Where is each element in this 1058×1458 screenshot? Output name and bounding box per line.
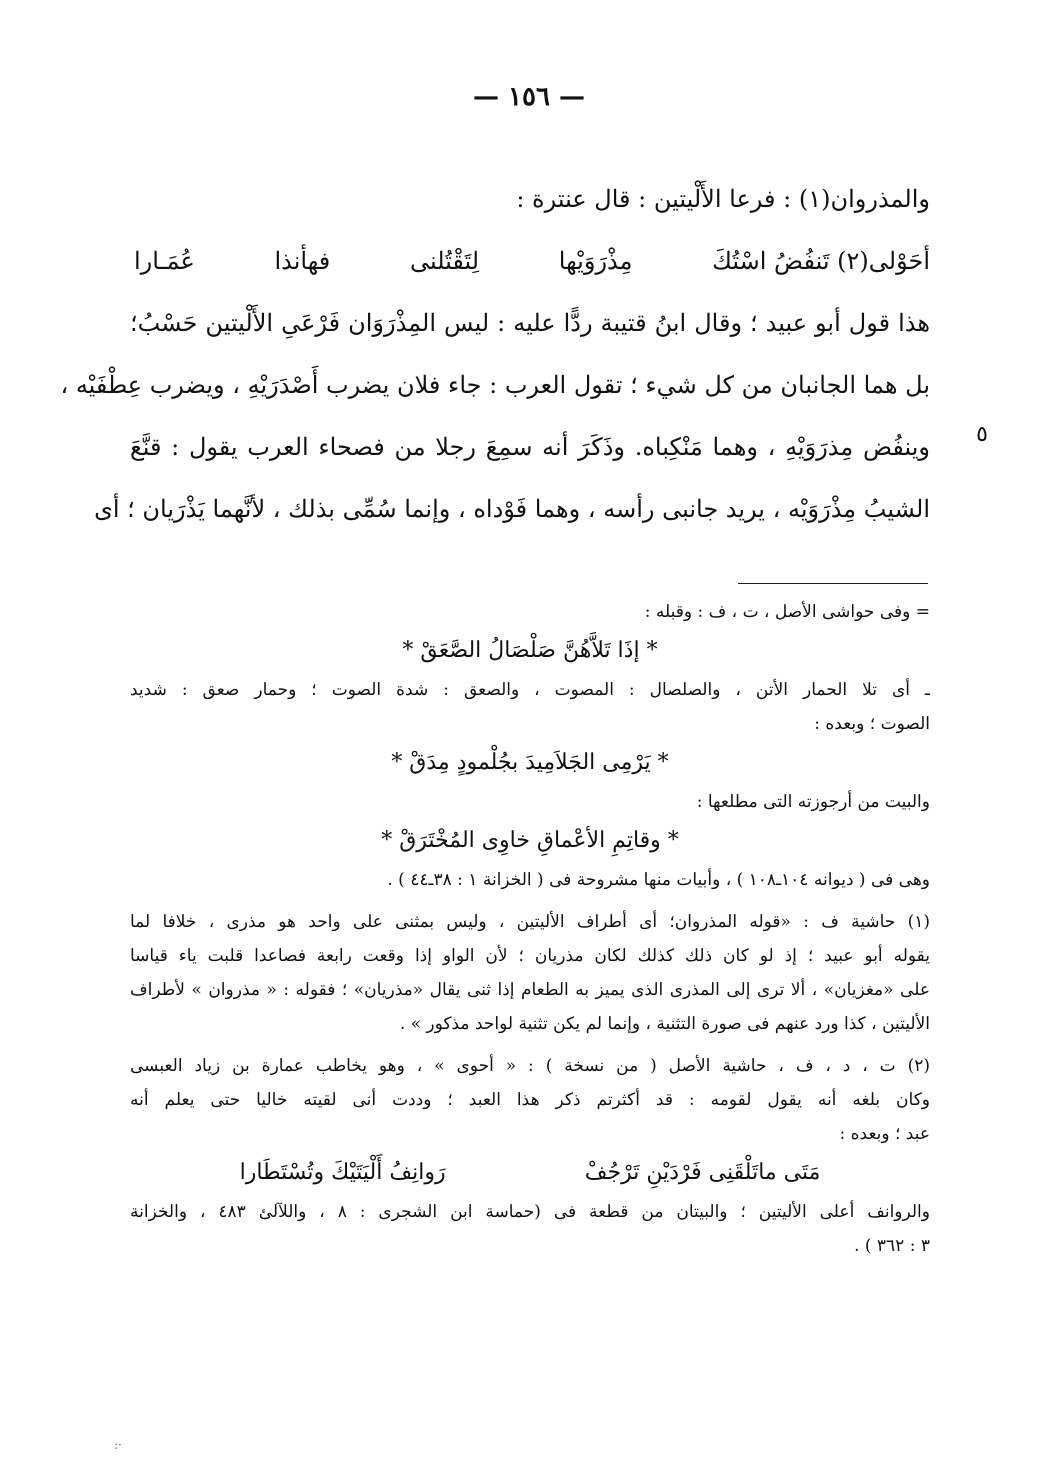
main-line: وينفُض مِذرَوَيْهِ ، وهما مَنْكِباه. وذَكَرَ أنه سمِعَ رجلا من فصحاء العرب يقول : قنَّعَ [130,433,930,461]
footnote-line: وكان بلغه أنه يقول لقومه : قد أكثرتم ذكر هذا العبد ؛ وددت أنى لقيته خاليا حتى يعلم أنه [130,1090,930,1110]
footnote-line: ٣ : ٣٦٢ ) . [854,1236,930,1256]
footnote-line: وهى فى ( ديوانه ١٠٤ـ١٠٨ ) ، وأبيات منها مشروحة فى ( الخزانة ١ : ٣٨ـ٤٤ ) . [387,870,930,890]
footnote-line: يقوله أبو عبيد ؛ إذ لو كان ذلك كذلك لكان مذريان ؛ لأن الواو إذا وقعت رابعة فصاعدا قلبت ياء قياسا [130,946,930,966]
line-number: ٥ [976,422,988,447]
page-number: — ١٥٦ — [472,82,586,112]
footnote-line: عبد ؛ وبعده : [839,1124,930,1144]
verse-part: عُمَـارا [134,247,195,275]
footnote-line: ـ أى تلا الحمار الأتن ، والصلصال : المصوت ، والصعق : شدة الصوت ؛ وحمار صعق : شديد [130,680,930,700]
footnote-divider [738,583,928,584]
footnote-line: والروانف أعلى الأليتين ؛ والبيتان من قطعة فى (حماسة ابن الشجرى : ٨ ، واللآلئ ٤٨٣ ، والخزانة [130,1202,930,1222]
verse-part: أحَوْلى(٢) تَنفُضُ اسْتُكَ [712,247,930,275]
margin-marks: ·: [114,1438,122,1452]
footnote-line: الأليتين ، كذا ورد عنهم فى صورة التثنية ، وإنما لم يكن تثنية لواحد مذكور » . [399,1014,930,1034]
main-line: بل هما الجانبان من كل شيء ؛ تقول العرب : جاء فلان يضرب أَصْدَرَيْهِ ، ويضرب عِطْفَيْه ، [60,371,930,399]
verse-part: فهأنذا [274,247,331,275]
footnote-line: والبيت من أرجوزته التى مطلعها : [696,792,930,812]
verse-part: رَوانِفُ أَلْيَتَيْكَ وتُسْتَطَارا [239,1160,446,1185]
footnote-line: = وفى حواشى الأصل ، ت ، ف : وقبله : [644,602,930,622]
footnote-verse [130,1151,930,1195]
footnotes [130,595,930,1263]
verse-part: لِتَقْتُلنى [409,247,480,275]
main-line: والمذروان(١) : فرعا الأَلْيتين : قال عنترة : [516,185,930,213]
footnote-line: الصوت ؛ وبعده : [814,714,930,734]
footnote-line: (١) حاشية ف : «قوله المذروان؛ أى أطراف الأليتين ، وليس بمثنى على واحد هو مذرى ، خلافا لما [130,912,930,932]
footnote-verse: * وقاتِمِ الأعْماقِ خاوِى المُخْتَرَقْ * [381,828,679,853]
main-line: الشيبُ مِذْرَوَيْه ، يريد جانبى رأسه ، وهما فَوْداه ، وإنما سُمِّى بذلك ، لأنَّهما يَذْرَيان ؛ أى [94,495,930,523]
poem-verse [130,230,930,292]
main-text [60,168,930,540]
footnote-verse: * إذَا تَلاَّهُنَّ صَلْصَالُ الصَّعَقْ * [402,638,658,663]
verse-part: مَتَى ماتَلْقَنِى فَرْدَيْنِ تَرْجُفْ [584,1160,821,1185]
footnote-verse: * يَرْمِى الجَلاَمِيدَ بجُلْمودٍ مِدَقْ * [391,750,669,775]
footnote-line: على «مغزيان» ، ألا ترى إلى المذرى الذى يميز به الطعام إذا ثنى يقال «مذريان» ؛ فقوله : « مذروان » لأطراف [130,980,930,1000]
verse-part: مِذْرَوَيْها [558,247,633,275]
footnote-line: (٢) ت ، د ، ف ، حاشية الأصل ( من نسخة ) : « أحوى » ، وهو يخاطب عمارة بن زياد العبسى [130,1056,930,1076]
main-line: هذا قول أبو عبيد ؛ وقال ابنُ قتيبة ردًّا عليه : ليس المِذْرَوَان فَرْعَىِ الأَلْيتين حَسْبُ؛ [130,309,930,337]
